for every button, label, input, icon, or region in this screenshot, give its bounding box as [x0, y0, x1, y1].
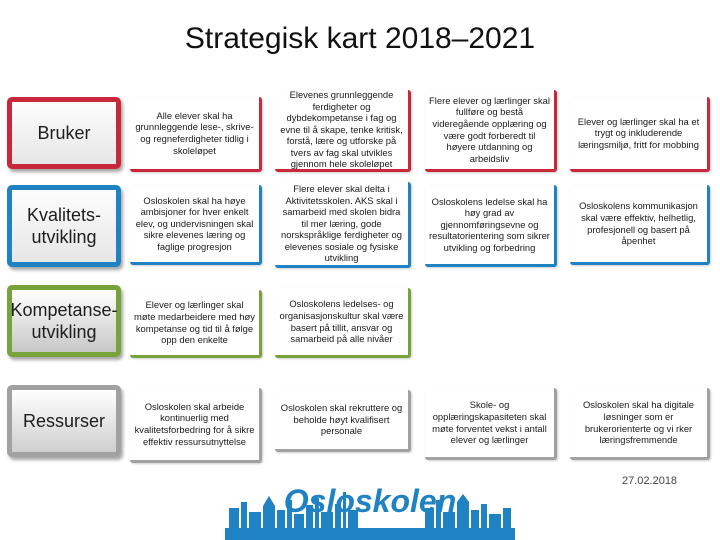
goal-cell: Osloskolens ledelses- og organisasjonskultur skal være basert på tillit, ansvar og samarbeid på alle nivåer — [275, 288, 411, 358]
goal-cell: Skole- og opplæringskapasiteten skal møte forventet vekst i antall elever og lærlinger — [425, 388, 557, 460]
row-label-kvalitetsutvikling: Kvalitets-utvikling — [7, 185, 121, 267]
logo-text: Osloskolen — [283, 483, 457, 519]
goal-cell: Elevenes grunnleggende ferdigheter og dybdekompetanse i fag og evne til å skape, tenke kritisk, forstå, lære og utforske på tvers av fag skal utvikles gjennom hele skoleløpet — [275, 90, 411, 172]
goal-cell: Osloskolen skal ha høye ambisjoner for hver enkelt elev, og undervisningen skal sikre elevenes læring og faglige progresjon — [130, 185, 262, 265]
goal-cell: Flere elever skal delta i Aktivitetsskolen. AKS skal i samarbeid med skolen bidra til mer læring, gode norskspråklige ferdigheter og elevenes sosiale og fysiske utvikling — [275, 182, 411, 268]
goal-cell: Elever og lærlinger skal møte medarbeidere med høy kompetanse og tid til å følge opp den enkelte — [130, 290, 262, 358]
goal-cell: Alle elever skal ha grunnleggende lese-, skrive- og regneferdigheter tidlig i skoleløpet — [130, 97, 262, 172]
goal-cell: Osloskolens kommunikasjon skal være effektiv, helhetlig, profesjonell og basert på åpenhet — [570, 185, 710, 265]
row-label-bruker: Bruker — [7, 97, 121, 169]
goal-cell: Elever og lærlinger skal ha et trygt og inkluderende læringsmiljø, fritt for mobbing — [570, 97, 710, 172]
goal-cell: Osloskolen skal rekruttere og beholde høyt kvalifisert personale — [275, 390, 411, 452]
goal-cell: Osloskolen skal ha digitale løsninger som er brukerorienterte og vi rker læringsfremmende — [570, 388, 710, 460]
page-title: Strategisk kart 2018–2021 — [184, 22, 536, 55]
row-label-kompetanseutvikling: Kompetanse-utvikling — [7, 285, 121, 357]
osloskolen-logo — [225, 472, 515, 540]
row-label-ressurser: Ressurser — [7, 385, 121, 457]
goal-cell: Osloskolens ledelse skal ha høy grad av gjennomføringsevne og resultatorientering som sikrer utvikling og forbedring — [425, 185, 557, 267]
goal-cell: Osloskolen skal arbeide kontinuerlig med kvalitetsforbedring for å sikre effektiv ressursutnyttelse — [130, 388, 262, 463]
date-label: 27.02.2018 — [622, 475, 678, 487]
goal-cell: Flere elever og lærlinger skal fullføre og bestå videregående opplæring og være godt forberedt til høyere utdanning og arbeidsliv — [425, 90, 557, 172]
